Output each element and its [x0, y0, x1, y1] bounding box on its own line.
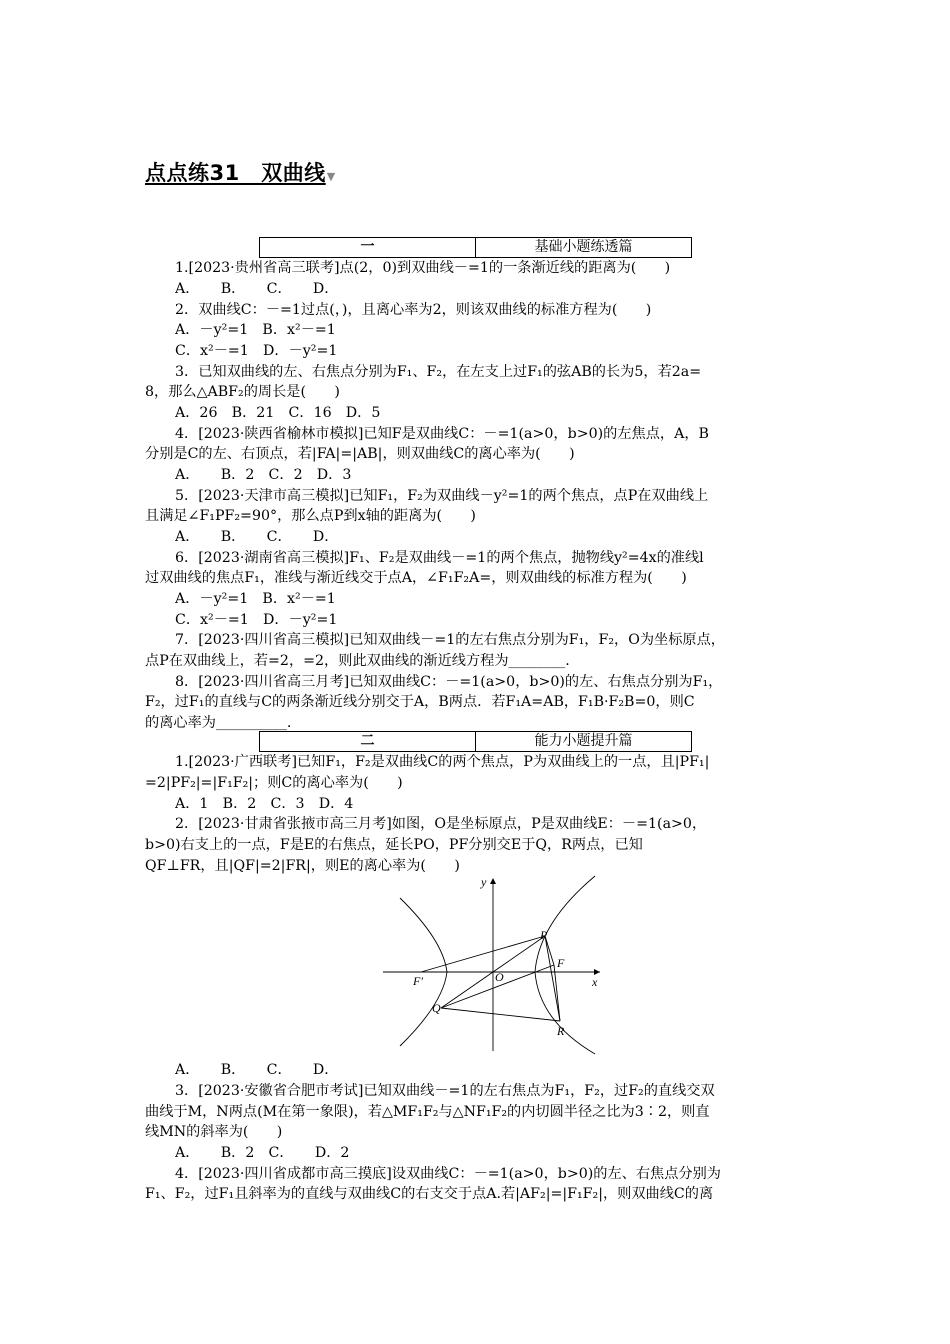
- answer-options: A．1 B．2 C．3 D．4: [175, 796, 354, 812]
- answer-options: A． B．2 C．2 D．3: [175, 467, 352, 483]
- question-line: 5．[2023·天津市高三模拟]已知F₁，F₂为双曲线－y²=1的两个焦点，点P在双曲线上: [175, 488, 709, 504]
- question-line: 过双曲线的焦点F₁，准线与渐近线交于点A，∠F₁F₂A=，则双曲线的标准方程为( ): [145, 570, 687, 586]
- title-text: 点点练31 双曲线: [145, 161, 326, 185]
- section-banner-basic: [259, 237, 692, 258]
- label-O: O: [495, 970, 504, 984]
- answer-options: A． B． C． D．: [175, 1062, 339, 1078]
- answer-options: A． B． C． D．: [175, 281, 339, 297]
- section-label: 能力小题提升篇: [534, 733, 633, 749]
- small-triangle-icon: ▼: [326, 170, 336, 183]
- line-QR: [441, 1008, 560, 1021]
- page-title: [145, 157, 336, 187]
- question-line: 7．[2023·四川省高三模拟]已知双曲线－=1的左右焦点分别为F₁，F₂，O为坐标原点，: [175, 632, 725, 648]
- section-banner-advanced: [259, 731, 692, 752]
- question-line: 3．[2023·安徽省合肥市考试]已知双曲线－=1的左右焦点为F₁，F₂，过F₂的直线交双: [175, 1083, 715, 1099]
- answer-options: A． B． C． D．: [175, 529, 339, 545]
- question-line: 1.[2023·广西联考]已知F₁，F₂是双曲线C的两个焦点，P为双曲线上的一点，且|PF₁|: [175, 754, 710, 770]
- answer-options: A．－y²=1 B．x²－=1: [175, 322, 336, 338]
- answer-options: A． B．2 C． D．2: [175, 1145, 350, 1161]
- answer-options: A．26 B．21 C．16 D．5: [175, 405, 381, 421]
- label-x: x: [592, 975, 598, 989]
- label-P: P: [540, 928, 548, 942]
- section-number: 二: [260, 732, 476, 751]
- question-line: F₂，过F₁的直线与C的两条渐近线分别交于A，B两点．若F₁A=AB，F₁B·F₂B=0，则C: [145, 694, 695, 710]
- section-label: 基础小题练透篇: [534, 239, 633, 255]
- question-line: 2．双曲线C：－=1过点(，)，且离心率为2，则该双曲线的标准方程为( ): [175, 302, 652, 318]
- question-line: 线MN的斜率为( ): [145, 1124, 283, 1140]
- question-line: 分别是C的左、右顶点，若|FA|=|AB|，则双曲线C的离心率为( ): [145, 446, 575, 462]
- question-line: 8，那么△ABF₂的周长是( ): [145, 384, 340, 400]
- y-arrow-icon: [490, 878, 496, 884]
- line-PR: [545, 936, 560, 1021]
- question-line: QF⊥FR，且|QF|=2|FR|，则E的离心率为( ): [145, 858, 460, 874]
- question-line: 点P在双曲线上，若=2，=2，则此双曲线的渐近线方程为________.: [145, 653, 570, 669]
- label-y: y: [481, 875, 487, 889]
- line-FpP: [421, 936, 545, 972]
- answer-options: A．－y²=1 B．x²－=1: [175, 591, 336, 607]
- label-F: F: [557, 956, 565, 970]
- answer-options: C．x²－=1 D．－y²=1: [175, 343, 338, 359]
- answer-options: C．x²－=1 D．－y²=1: [175, 612, 338, 628]
- question-line: 6．[2023·湖南省高三模拟]F₁、F₂是双曲线－=1的两个焦点，抛物线y²=4x的准线l: [175, 550, 704, 566]
- question-line: 曲线于M，N两点(M在第一象限)，若△MF₁F₂与△NF₁F₂的内切圆半径之比为3∶2，则直: [145, 1104, 710, 1120]
- label-R: R: [557, 1024, 565, 1038]
- section-number: 一: [260, 238, 476, 257]
- question-line: 且满足∠F₁PF₂=90°，那么点P到x轴的距离为( ): [145, 508, 476, 524]
- question-line: 3．已知双曲线的左、右焦点分别为F₁、F₂，在左支上过F₁的弦AB的长为5，若2a=: [175, 364, 702, 380]
- hyperbola-figure: [365, 868, 610, 1058]
- label-Q: Q: [432, 1001, 441, 1015]
- question-line: =2|PF₂|=|F₁F₂|；则C的离心率为( ): [145, 775, 403, 791]
- question-line: F₁、F₂，过F₁且斜率为的直线与双曲线C的右支交于点A.若|AF₂|=|F₁F₂|，则双曲线C的离: [145, 1186, 714, 1202]
- question-line: 4．[2023·陕西省榆林市模拟]已知F是双曲线C：－=1(a>0，b>0)的左焦点，A，B: [175, 426, 709, 442]
- question-line: 1.[2023·贵州省高三联考]点(2，0)到双曲线－=1的一条渐近线的距离为( ): [175, 260, 671, 276]
- question-line: 8．[2023·四川省高三月考]已知双曲线C：－=1(a>0，b>0)的左、右焦点分别为F₁，: [175, 674, 723, 690]
- label-Fprime: F′: [413, 974, 423, 988]
- hyperbola-right-branch: [535, 876, 595, 1054]
- question-line: 4．[2023·四川省成都市高三摸底]设双曲线C：－=1(a>0，b>0)的左、右焦点分别为: [175, 1166, 721, 1182]
- question-line: 2．[2023·甘肃省张掖市高三月考]如图，O是坐标原点，P是双曲线E：－=1(a>0，: [175, 816, 707, 832]
- question-line: b>0)右支上的一点，F是E的右焦点，延长PO，PF分别交E于Q，R两点，已知: [145, 837, 643, 853]
- question-line: 的离心率为__________.: [145, 715, 292, 731]
